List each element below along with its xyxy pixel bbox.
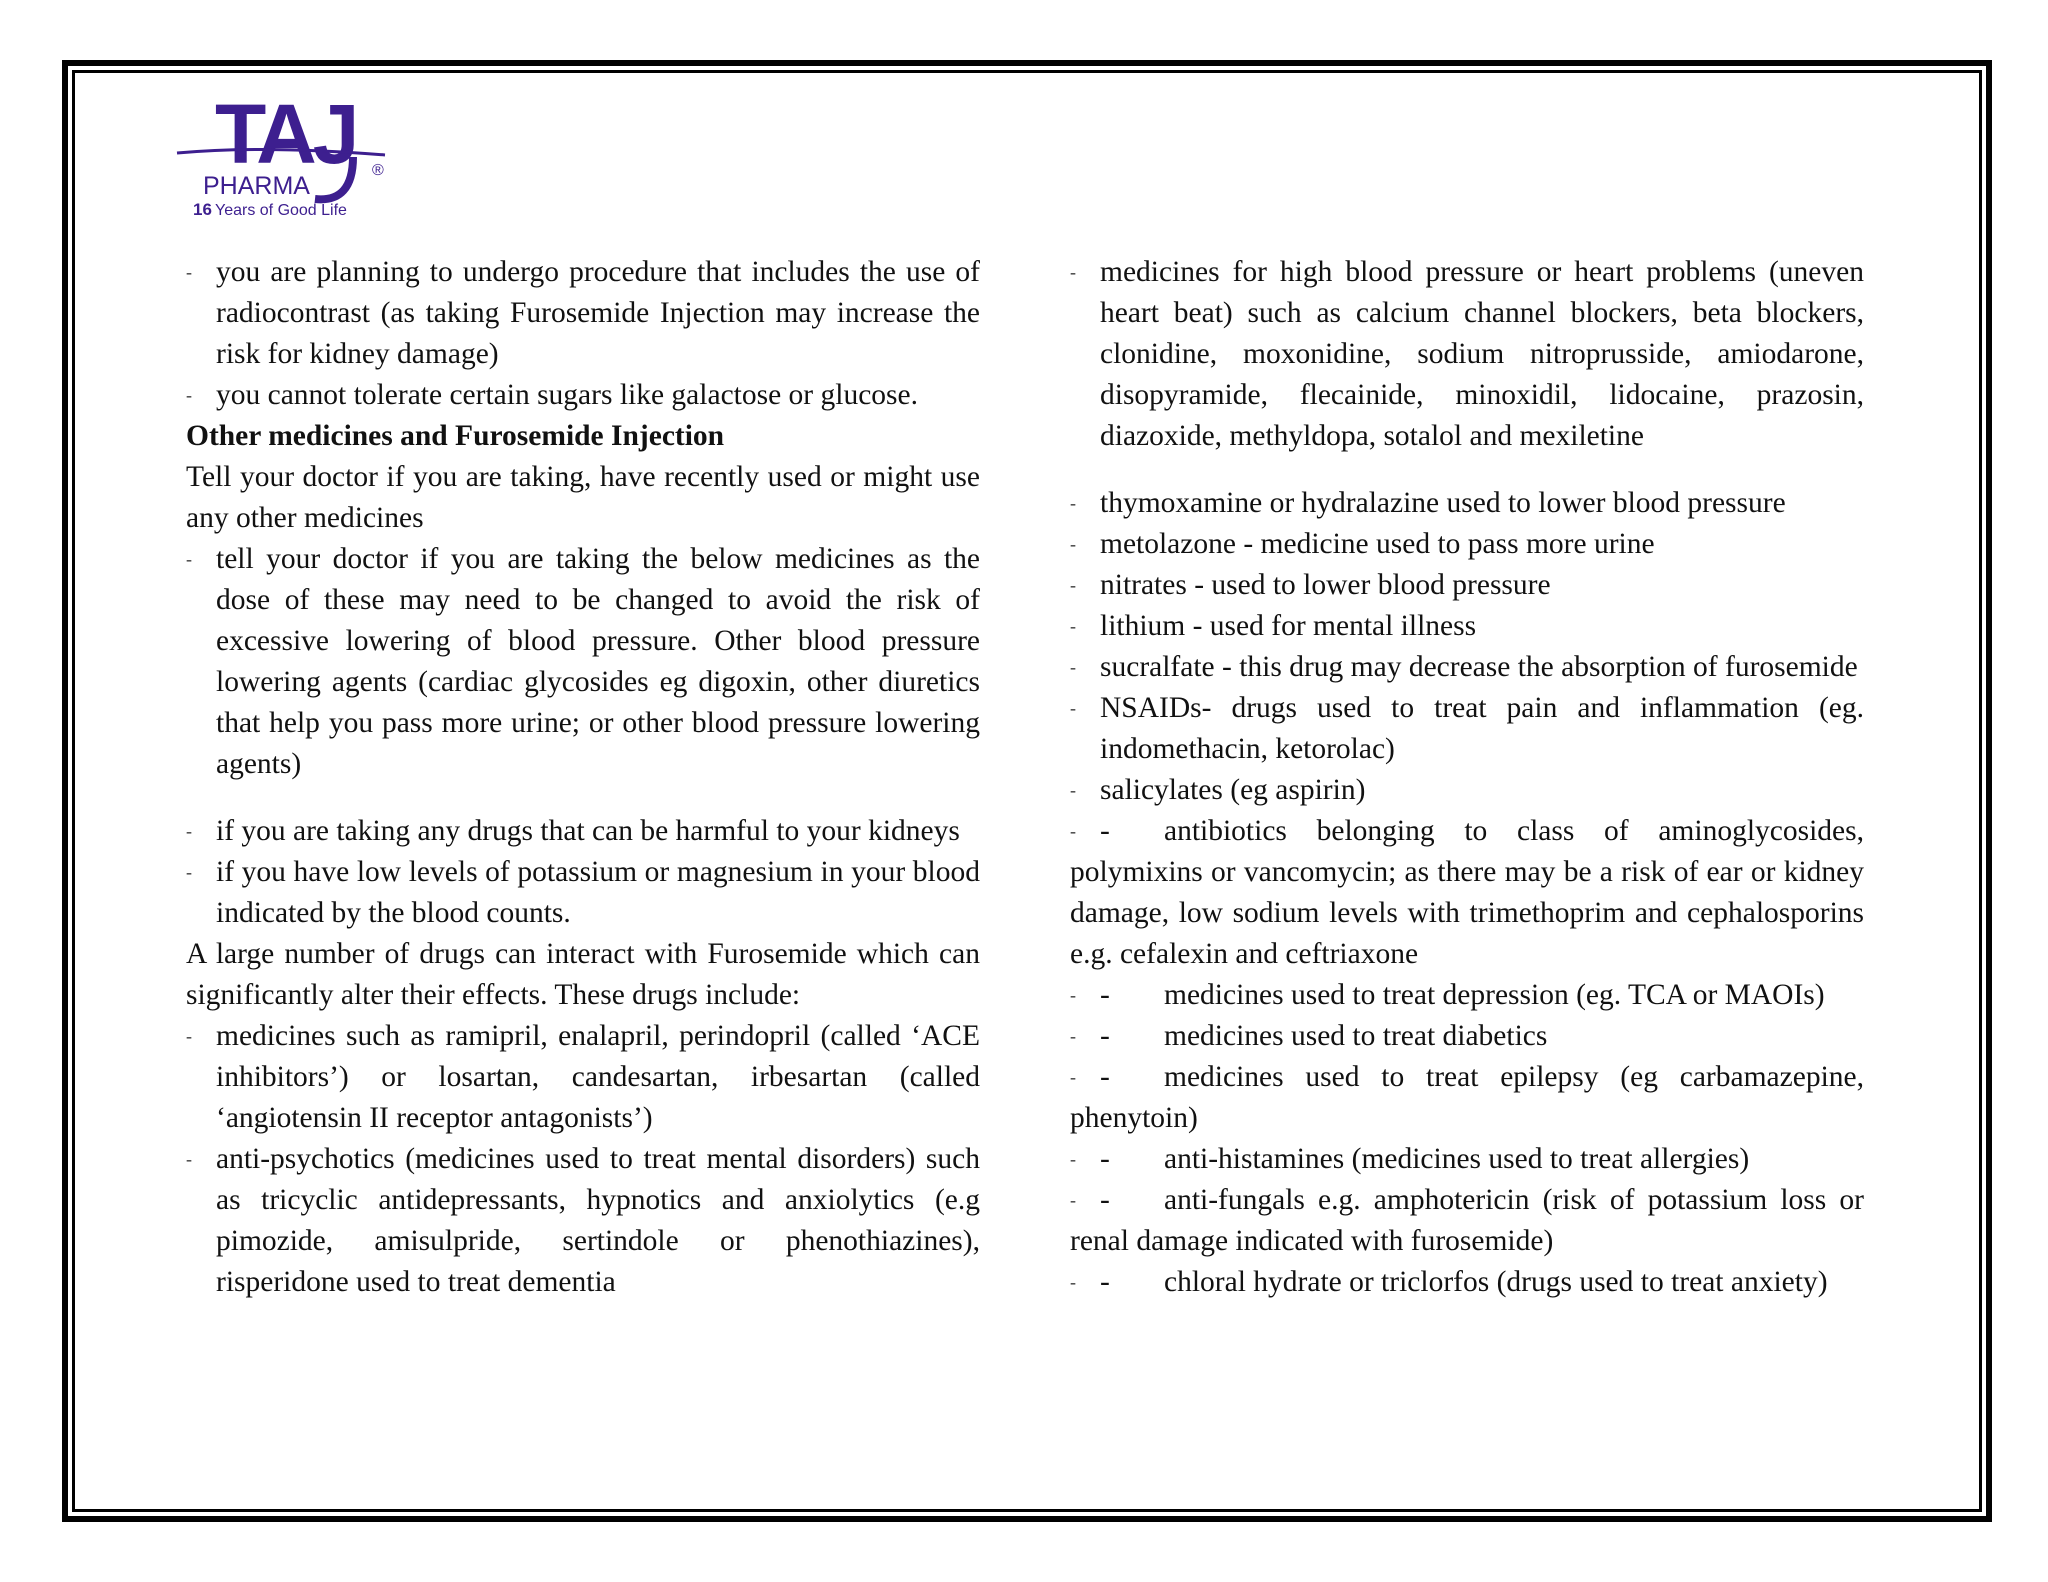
bullet-dash: -: [1070, 698, 1076, 718]
svg-text:PHARMA: PHARMA: [203, 172, 310, 200]
bullet-text: sucralfate - this drug may decrease the absorption of furosemide: [1100, 651, 1858, 683]
bullet-dash-secondary: -: [1100, 1061, 1110, 1093]
bullet-text: if you are taking any drugs that can be harmful to your kidneys: [216, 815, 960, 847]
bullet-text: medicines used to treat epilepsy (eg carbamazepine, phenytoin): [1070, 1061, 1864, 1134]
spacer: [1070, 457, 1864, 483]
list-item: [1070, 1139, 1864, 1180]
bullet-dash: -: [186, 262, 192, 282]
svg-text:®: ®: [372, 162, 384, 179]
bullet-text: medicines used to treat depression (eg. TCA or MAOIs): [1164, 979, 1825, 1011]
section-heading: Other medicines and Furosemide Injection: [186, 420, 725, 452]
list-item: [1070, 1057, 1864, 1139]
taj-pharma-logo: [175, 95, 395, 220]
list-item: [1070, 1016, 1864, 1057]
svg-text:Years of Good Life: Years of Good Life: [215, 202, 347, 219]
intro-paragraph: Tell your doctor if you are taking, have recently used or might use any other medicines: [186, 461, 980, 534]
bullet-text: salicylates (eg aspirin): [1100, 774, 1366, 806]
list-item: [186, 1016, 980, 1139]
bullet-dash: -: [1070, 1190, 1076, 1210]
bullet-dash-secondary: -: [1100, 979, 1110, 1011]
bullet-text: anti-histamines (medicines used to treat allergies): [1164, 1143, 1750, 1175]
svg-text:16: 16: [193, 200, 212, 219]
bullet-dash: -: [1070, 821, 1076, 841]
bullet-dash: -: [186, 549, 192, 569]
bullet-dash-secondary: -: [1100, 1266, 1110, 1298]
bullet-text: metolazone - medicine used to pass more urine: [1100, 528, 1655, 560]
bullet-text: medicines such as ramipril, enalapril, perindopril (called ‘ACE inhibitors’) or losartan, candesartan, irbesartan (called ‘angiotensin II receptor antagonists’): [216, 1020, 980, 1134]
bullet-dash: -: [1070, 616, 1076, 636]
drug-interaction-paragraph: A large number of drugs can interact with Furosemide which can significantly alter their effects. These drugs include:: [186, 938, 980, 1011]
bullet-text: nitrates - used to lower blood pressure: [1100, 569, 1551, 601]
list-item: [186, 375, 980, 416]
left-column: [186, 252, 980, 1303]
bullet-dash: -: [1070, 780, 1076, 800]
bullet-dash: -: [1070, 985, 1076, 1005]
bullet-text: you cannot tolerate certain sugars like galactose or glucose.: [216, 379, 918, 411]
bullet-dash: -: [1070, 575, 1076, 595]
list-item: [186, 1139, 980, 1303]
spacer: [186, 785, 980, 811]
bullet-dash: -: [1070, 493, 1076, 513]
bullet-dash-secondary: -: [1100, 1020, 1110, 1052]
bullet-text: you are planning to undergo procedure that includes the use of radiocontrast (as taking Furosemide Injection may increase the risk for kidney damage): [216, 256, 980, 370]
bullet-text: lithium - used for mental illness: [1100, 610, 1477, 642]
bullet-dash: -: [186, 385, 192, 405]
list-item: [1070, 688, 1864, 770]
bullet-dash: -: [1070, 262, 1076, 282]
bullet-text: thymoxamine or hydralazine used to lower blood pressure: [1100, 487, 1786, 519]
bullet-text: chloral hydrate or triclorfos (drugs used to treat anxiety): [1164, 1266, 1828, 1298]
bullet-text: anti-psychotics (medicines used to treat mental disorders) such as tricyclic antidepressants, hypnotics and anxiolytics (e.g pimozide, amisulpride, sertindole or phenothiazines), risperidone used to treat dementia: [216, 1143, 980, 1298]
bullet-text: if you have low levels of potassium or magnesium in your blood indicated by the blood counts.: [216, 856, 980, 929]
list-item: [1070, 975, 1864, 1016]
bullet-dash: -: [1070, 1149, 1076, 1169]
bullet-dash: -: [186, 1026, 192, 1046]
bullet-dash: -: [1070, 534, 1076, 554]
bullet-text: NSAIDs- drugs used to treat pain and inflammation (eg. indomethacin, ketorolac): [1100, 692, 1864, 765]
bullet-text: medicines for high blood pressure or heart problems (uneven heart beat) such as calcium channel blockers, beta blockers, clonidine, moxonidine, sodium nitroprusside, amiodarone, disopyramide, flecainide, minoxidil, lidocaine, prazosin, diazoxide, methyldopa, sotalol and mexiletine: [1100, 256, 1864, 452]
list-item: [1070, 770, 1864, 811]
bullet-text: medicines used to treat diabetics: [1164, 1020, 1548, 1052]
bullet-dash: -: [186, 821, 192, 841]
list-item: [1070, 565, 1864, 606]
bullet-dash-secondary: -: [1100, 1184, 1110, 1216]
list-item: [186, 539, 980, 785]
list-item: [1070, 1262, 1864, 1303]
bullet-dash: -: [1070, 657, 1076, 677]
list-item: [1070, 606, 1864, 647]
svg-text:TAJ: TAJ: [215, 95, 356, 181]
right-column: [1070, 252, 1864, 1303]
bullet-dash-secondary: -: [1100, 1143, 1110, 1175]
bullet-dash: -: [186, 1149, 192, 1169]
bullet-text: tell your doctor if you are taking the below medicines as the dose of these may need to be changed to avoid the risk of excessive lowering of blood pressure. Other blood pressure lowering agents (cardiac glycosides eg digoxin, other diuretics that help you pass more urine; or other blood pressure lowering agents): [216, 543, 980, 780]
bullet-dash-secondary: -: [1100, 815, 1110, 847]
list-item: [1070, 483, 1864, 524]
bullet-dash: -: [186, 862, 192, 882]
bullet-dash: -: [1070, 1026, 1076, 1046]
list-item: [1070, 811, 1864, 975]
bullet-dash: -: [1070, 1272, 1076, 1292]
list-item: [186, 852, 980, 934]
list-item: [186, 252, 980, 375]
list-item: [1070, 647, 1864, 688]
list-item: [1070, 524, 1864, 565]
bullet-dash: -: [1070, 1067, 1076, 1087]
bullet-text: anti-fungals e.g. amphotericin (risk of potassium loss or renal damage indicated with furosemide): [1070, 1184, 1864, 1257]
list-item: [186, 811, 980, 852]
bullet-text: antibiotics belonging to class of aminoglycosides, polymixins or vancomycin; as there may be a risk of ear or kidney damage, low sodium levels with trimethoprim and cephalosporins e.g. cefalexin and ceftriaxone: [1070, 815, 1864, 970]
list-item: [1070, 1180, 1864, 1262]
list-item: [1070, 252, 1864, 457]
